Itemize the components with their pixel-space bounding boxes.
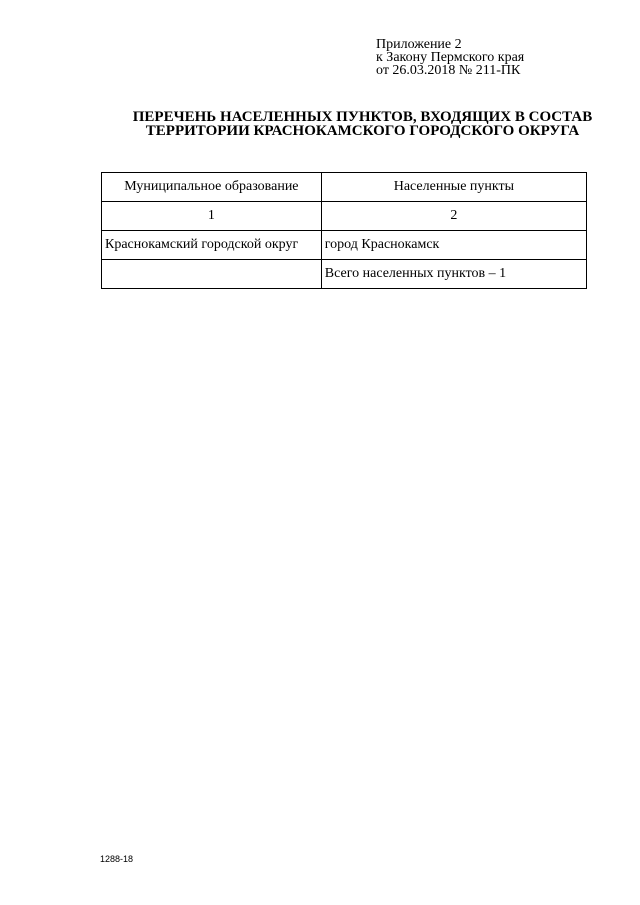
table-header-row <box>102 173 587 202</box>
column-number-1: 1 <box>102 202 322 231</box>
header-settlements: Населенные пункты <box>321 173 586 202</box>
document-title-line-1: ПЕРЕЧЕНЬ НАСЕЛЕННЫХ ПУНКТОВ, ВХОДЯЩИХ В СОСТАВ <box>132 109 593 125</box>
document-code: 1288-18 <box>100 854 134 864</box>
document-title <box>100 110 625 138</box>
table-cell-municipality: Краснокамский городской округ <box>102 231 322 260</box>
table-row <box>102 231 587 260</box>
appendix-block <box>376 38 524 77</box>
table-column-number-row <box>102 202 587 231</box>
table-cell-total: Всего населенных пунктов – 1 <box>321 260 586 289</box>
table-row <box>102 260 587 289</box>
table-cell-empty <box>102 260 322 289</box>
settlements-table <box>101 172 587 289</box>
appendix-law-date: от 26.03.2018 № 211-ПК <box>376 63 521 78</box>
header-municipality: Муниципальное образование <box>102 173 322 202</box>
table-cell-settlement: город Краснокамск <box>321 231 586 260</box>
document-title-line-2: ТЕРРИТОРИИ КРАСНОКАМСКОГО ГОРОДСКОГО ОКРУГА <box>145 123 580 139</box>
appendix-law-reference: к Закону Пермского края <box>376 50 525 65</box>
appendix-number: Приложение 2 <box>376 37 462 52</box>
column-number-2: 2 <box>321 202 586 231</box>
